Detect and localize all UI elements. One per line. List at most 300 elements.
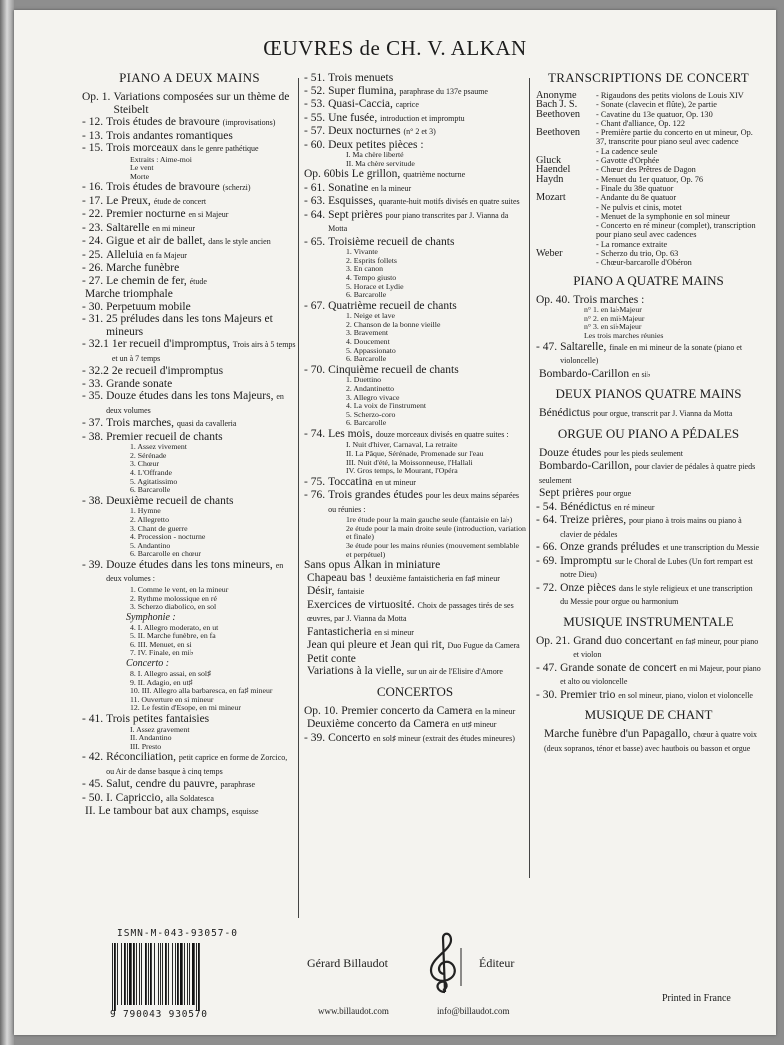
barcode-bar	[141, 943, 142, 1005]
opus-number: - 15.	[82, 142, 104, 154]
opus-number: - 57.	[304, 125, 326, 137]
barcode-bar	[150, 943, 152, 1005]
composer-name: Beethoven	[536, 108, 581, 120]
transcription-row	[536, 249, 761, 268]
work-title: Trois morceaux	[106, 142, 179, 154]
work-item	[304, 139, 526, 152]
work-subtitle: pour les deux mains séparées ou réunies :	[328, 491, 520, 514]
work-item	[304, 572, 526, 586]
work-subtitle: et une transcription du Messie	[662, 543, 760, 553]
opus-number: - 27.	[82, 274, 104, 287]
work-title: Le Preux,	[106, 194, 151, 207]
transcription-work: - Chant d'alliance, Op. 122	[596, 118, 686, 128]
work-item	[82, 559, 297, 586]
work-text	[560, 501, 761, 515]
work-item	[304, 125, 526, 139]
work-text	[113, 91, 297, 116]
work-subtitle: en ut♯ mineur	[451, 720, 497, 730]
work-subtitle: Trois airs à 5 temps et un à 7 temps	[111, 340, 296, 363]
section-header: DEUX PIANOS QUATRE MAINS	[555, 386, 742, 402]
barcode	[110, 943, 234, 1011]
work-item	[82, 249, 297, 263]
opus-number: - 37.	[82, 417, 104, 430]
sub-item: 7. IV. Finale, en mi♭	[130, 648, 194, 658]
work-item	[536, 341, 761, 368]
opus-number: - 45.	[82, 778, 104, 791]
work-subtitle: en sol♯ mineur (extrait des études mineures)	[373, 733, 515, 743]
work-text	[328, 489, 526, 516]
sub-item: 4. Procession - nocturne	[130, 532, 206, 542]
work-subtitle: paraphrase	[220, 780, 256, 790]
work-title: Marche funèbre d'un Papagallo,	[544, 728, 691, 741]
sub-item: Extraits : Aime-moi	[130, 154, 192, 164]
section-header: MUSIQUE INSTRUMENTALE	[563, 613, 734, 629]
work-subtitle: en ut mineur	[375, 477, 416, 487]
transcription-work: - Concerto en ré mineur (complet), transcription pour piano seul avec cadences	[596, 221, 756, 240]
sub-item: 3. Chant de guerre	[130, 523, 188, 533]
opus-number: - 76.	[304, 489, 326, 502]
work-subtitle: petit caprice en forme de Zorcico, ou Air de danse basque à cinq temps	[106, 753, 288, 776]
work-item	[82, 313, 297, 338]
work-subtitle: en ré mineur	[614, 502, 655, 512]
work-title: Troisième recueil de chants	[328, 235, 455, 248]
work-item	[304, 489, 526, 516]
work-title: Deuxième recueil de chants	[106, 494, 234, 507]
barcode-bar	[139, 943, 140, 1005]
work-subtitle: fantaisie	[337, 587, 365, 597]
work-text	[328, 428, 526, 442]
work-item	[304, 182, 526, 196]
book-spine	[0, 0, 14, 1045]
opus-number: - 52.	[304, 84, 326, 97]
work-item	[304, 428, 526, 442]
barcode-bar	[129, 943, 132, 1005]
work-text	[328, 182, 526, 196]
work-text	[328, 72, 526, 85]
work-subtitle: dans le style ancien	[208, 237, 271, 247]
work-text	[106, 713, 297, 726]
work-item	[536, 501, 761, 515]
work-text	[560, 689, 761, 703]
barcode-bar	[133, 943, 135, 1005]
work-text	[106, 390, 297, 417]
work-title: Trois études de bravoure	[106, 181, 220, 194]
work-title: Jean qui pleure et Jean qui rit,	[307, 639, 445, 652]
work-title: Variations composées sur un thème de Steibelt	[113, 91, 290, 116]
work-title: Onze pièces	[560, 581, 616, 594]
work-title: Sonatine	[328, 181, 369, 194]
transcription-works	[596, 91, 761, 100]
sub-item: 2. Andantinetto	[346, 383, 395, 393]
composer-name: Haydn	[536, 173, 564, 185]
work-subtitle: étude de concert	[153, 196, 207, 206]
barcode-bar	[160, 943, 161, 1005]
opus-number: - 64.	[304, 208, 326, 221]
opus-number: - 63.	[304, 195, 326, 208]
work-subtitle: en deux volumes :	[106, 560, 284, 584]
sub-item: II. Ma chère servitude	[346, 158, 415, 168]
work-text	[328, 125, 526, 139]
work-title: Perpetuum mobile	[106, 300, 191, 313]
transcription-work: - Rigaudons des petits violons de Louis XIV	[596, 91, 744, 100]
sub-item: 3. En canon	[346, 264, 384, 274]
opus-number: - 47.	[536, 340, 558, 353]
sub-item: Le vent	[130, 163, 154, 173]
opus-number: - 17.	[82, 194, 104, 207]
sub-item: 2. Allegretto	[130, 514, 169, 524]
barcode-bar	[154, 943, 155, 1005]
barcode-bar	[127, 943, 128, 1005]
work-subtitle: Choix de passages tirés de ses œuvres, par J. Vianna da Motta	[307, 600, 514, 624]
transcription-row	[536, 175, 761, 194]
work-title: Alkan in miniature	[353, 559, 441, 572]
work-subtitle: caprice	[395, 100, 419, 109]
work-title: Bénédictus	[560, 500, 612, 513]
composer-name: Bach J. S.	[536, 99, 578, 111]
opus-number: Op. 21.	[536, 634, 571, 647]
sub-item: 3. Scherzo diabolico, en sol	[130, 602, 217, 612]
sub-item: 2. Rythme molossique en ré	[130, 593, 217, 603]
work-subtitle: pour orgue, transcrit par J. Vianna da Motta	[592, 409, 733, 419]
work-title: Sept prières	[328, 208, 383, 221]
work-item	[82, 288, 297, 301]
work-title: Petit conte	[307, 652, 356, 665]
barcode-bar	[168, 943, 169, 1005]
work-text	[560, 662, 761, 689]
transcription-work: - Gavotte d'Orphée	[596, 156, 660, 166]
work-title: Marche triomphale	[85, 288, 173, 301]
column-transcriptions	[536, 70, 761, 755]
work-item	[82, 805, 297, 819]
work-text	[328, 85, 526, 99]
work-subtitle: sur un air de l'Elisire d'Amore	[406, 667, 503, 677]
opus-number: - 30.	[82, 300, 104, 313]
work-item	[304, 364, 526, 377]
transcription-works	[596, 193, 761, 249]
work-text	[106, 142, 297, 156]
work-item	[536, 447, 761, 461]
transcription-works	[596, 110, 761, 129]
sub-item: 6. III. Menuet, en si	[130, 639, 192, 649]
sub-item: 3. Bravement	[346, 328, 389, 338]
work-subtitle: (improvisations)	[222, 118, 276, 127]
work-item	[304, 705, 526, 719]
work-title: Onze grands préludes	[560, 541, 660, 554]
composer-name: Mozart	[536, 192, 566, 204]
sub-item: n° 3. en si♭Majeur	[584, 322, 642, 332]
opus-number: Op. 40.	[536, 293, 571, 306]
opus-number: - 55.	[304, 111, 326, 124]
sub-item: 3. Allegro vivace	[346, 392, 400, 402]
sub-item: I. Assez gravement	[130, 724, 190, 734]
work-title: Impromptu	[560, 554, 612, 567]
work-title: Trois études de bravoure	[106, 116, 220, 128]
work-text	[307, 665, 526, 679]
transcription-works	[596, 175, 761, 194]
work-item	[536, 514, 761, 541]
work-item	[304, 476, 526, 490]
barcode-bar	[112, 943, 113, 1011]
work-item	[536, 662, 761, 689]
opus-number: - 30.	[536, 688, 558, 701]
work-text	[307, 653, 526, 666]
work-subtitle: pour piano transcrites par J. Vianna da Motta	[328, 210, 509, 234]
work-text	[560, 514, 761, 541]
sub-item: n° 2. en mi♭Majeur	[584, 313, 645, 323]
transcription-work: - Chœur des Prêtres de Dagon	[596, 165, 696, 175]
opus-number: - 32.2	[82, 365, 109, 378]
work-title: Trois petites fantaisies	[106, 713, 210, 726]
work-title: 2e recueil d'impromptus	[111, 365, 224, 378]
work-title: Exercices de virtuosité.	[307, 598, 415, 611]
work-title: Trois marches :	[573, 293, 645, 306]
work-subtitle: étude	[189, 276, 207, 286]
composer-name: Weber	[536, 248, 563, 260]
opus-number: Op. 10.	[304, 704, 339, 717]
section-header: MUSIQUE DE CHANT	[584, 707, 713, 723]
work-subtitle: introduction et impromptu	[380, 113, 465, 123]
work-item	[82, 181, 297, 195]
sub-item: 11. Ouverture en si mineur	[130, 694, 214, 704]
opus-number: - 72.	[536, 581, 558, 594]
work-title: Les mois,	[328, 427, 373, 440]
work-title: Esquisses,	[328, 195, 376, 208]
transcription-works	[596, 100, 761, 109]
work-text	[106, 792, 297, 806]
work-item	[304, 559, 526, 572]
work-title: Toccatina	[328, 475, 373, 488]
section-header: PIANO A DEUX MAINS	[119, 70, 260, 85]
work-title: Premier recueil de chants	[106, 430, 223, 443]
work-title: Le chemin de fer,	[106, 274, 187, 287]
work-item	[536, 294, 761, 307]
work-title: I. Capriccio,	[106, 791, 164, 804]
transcription-works	[596, 156, 761, 165]
sub-item: 4. Doucement	[346, 337, 390, 347]
opus-number: Op. 60bis	[304, 168, 349, 181]
work-item	[536, 555, 761, 582]
sub-item: 3. Chœur	[130, 459, 160, 469]
barcode-bar	[136, 943, 137, 1005]
work-item	[82, 417, 297, 431]
sub-item: 6. Barcarolle	[130, 485, 171, 495]
work-item	[536, 689, 761, 703]
work-item	[536, 487, 761, 501]
work-text	[539, 460, 761, 487]
sub-item: 5. Scherzo-coro	[346, 409, 396, 419]
sub-item: 5. Horace et Lydie	[346, 281, 404, 291]
transcription-row	[536, 128, 761, 156]
work-item	[82, 222, 297, 236]
work-title: Douze études dans les tons Majeurs,	[106, 390, 274, 403]
work-text	[85, 288, 297, 301]
opus-number: - 39.	[82, 558, 104, 571]
work-title: Treize prières,	[560, 514, 627, 527]
work-subtitle: en sol mineur, piano, violon et violoncelle	[618, 690, 753, 700]
section-header: CONCERTOS	[376, 683, 454, 699]
opus-number: - 64.	[536, 514, 558, 527]
work-title: Fantasticheria	[307, 625, 372, 638]
work-text	[307, 599, 526, 626]
symphonie-label: Symphonie :	[126, 611, 176, 623]
work-item	[82, 116, 297, 130]
opus-number: - 13.	[82, 129, 104, 142]
transcription-work: - Ne pulvis et cinis, motet	[596, 202, 682, 212]
work-title: Chapeau bas !	[307, 571, 373, 584]
work-subtitle: en la mineur	[475, 706, 516, 716]
opus-number: - 41.	[82, 713, 104, 726]
section-header: ORGUE OU PIANO A PÉDALES	[557, 425, 740, 441]
sub-item: 12. Le festin d'Esope, en mi mineur	[130, 703, 241, 713]
sub-item: 1. Vivante	[346, 247, 378, 257]
work-text	[106, 130, 297, 143]
work-subtitle: en mi mineur	[152, 223, 196, 233]
barcode-bar	[184, 943, 185, 1005]
work-subtitle: en mi Majeur, pour piano et alto ou violoncelle	[560, 663, 761, 687]
work-text	[106, 301, 297, 314]
work-subtitle: Duo Fugue da Camera	[447, 641, 520, 651]
work-text	[112, 365, 297, 378]
barcode-bar	[124, 943, 126, 1005]
opus-number: - 38.	[82, 494, 104, 507]
sub-item: 8. I. Allegro assai, en sol♯	[130, 669, 211, 679]
opus-number: - 26.	[82, 262, 104, 275]
work-title: Réconciliation,	[106, 751, 177, 764]
work-text	[560, 341, 761, 368]
work-item	[82, 91, 297, 116]
work-item	[82, 751, 297, 778]
work-subtitle: douze morceaux divisés en quatre suites :	[375, 429, 509, 439]
work-text	[307, 639, 526, 653]
composer-name: Haendel	[536, 164, 571, 176]
work-item	[304, 168, 526, 182]
work-title: 1er recueil d'impromptus,	[111, 338, 230, 351]
work-text	[328, 112, 526, 126]
barcode-bar	[145, 943, 147, 1005]
work-title: Gigue et air de ballet,	[106, 235, 206, 248]
transcription-work: - Finale du 38e quatuor	[596, 183, 674, 193]
work-text	[307, 718, 526, 732]
work-text	[573, 635, 761, 662]
work-title: Cinquième recueil de chants	[328, 363, 459, 376]
sub-item: 1. Assez vivement	[130, 442, 187, 452]
sub-item: Morte	[130, 171, 150, 181]
work-text	[328, 209, 526, 236]
opus-number: - 35.	[82, 390, 104, 403]
work-subtitle: en la mineur	[371, 183, 412, 193]
work-item	[304, 300, 526, 313]
barcode-bar	[117, 943, 118, 1005]
work-item	[82, 208, 297, 222]
work-title: Trois grandes études	[328, 489, 423, 502]
work-title: Deuxième concerto da Camera	[307, 718, 450, 731]
composer-name: Beethoven	[536, 127, 581, 139]
work-title: Marche funèbre	[106, 262, 180, 275]
work-text	[106, 778, 297, 792]
barcode-bar	[180, 943, 183, 1005]
work-item	[82, 390, 297, 417]
opus-number: - 31.	[82, 313, 104, 326]
work-item	[304, 665, 526, 679]
sub-item: 2. Sérénade	[130, 450, 167, 460]
work-item	[304, 639, 526, 653]
work-item	[82, 792, 297, 806]
email-link[interactable]: info@billaudot.com	[437, 1006, 510, 1016]
work-text	[106, 262, 297, 275]
transcription-work: - La romance extraite	[596, 239, 668, 249]
work-subtitle: dans le genre pathétique	[181, 144, 259, 153]
printed-in-label: Printed in France	[662, 993, 731, 1004]
barcode-bar	[196, 943, 197, 1011]
work-item	[304, 85, 526, 99]
work-subtitle: en fa♯ mineur, pour piano et violon	[573, 636, 759, 660]
work-title: Le grillon,	[351, 168, 401, 181]
work-item	[82, 378, 297, 391]
transcription-work: - Cavatine du 13e quatuor, Op. 130	[596, 109, 713, 119]
sub-item: Les trois marches réunies	[584, 330, 664, 340]
page-title: ŒUVRES de CH. V. ALKAN	[263, 36, 527, 60]
transcription-work: - Scherzo du trio, Op. 63	[596, 249, 679, 259]
work-text	[352, 168, 526, 182]
work-title: Une fusée,	[328, 111, 378, 124]
work-item	[304, 599, 526, 626]
work-title: II. Le tambour bat aux champs,	[85, 805, 230, 818]
sub-item: 6. Barcarolle	[346, 418, 387, 428]
transcription-work: - Sonate (clavecin et flûte), 2e partie	[596, 100, 717, 110]
work-item	[304, 626, 526, 640]
barcode-bar	[162, 943, 163, 1005]
work-subtitle: en fa Majeur	[146, 250, 187, 260]
work-text	[539, 368, 761, 382]
opus-number: - 61.	[304, 181, 326, 194]
work-title: Variations à la vielle,	[307, 665, 405, 678]
website-link[interactable]: www.billaudot.com	[318, 1006, 389, 1016]
opus-number: - 50.	[82, 791, 104, 804]
work-item	[82, 301, 297, 314]
work-item	[82, 195, 297, 209]
transcription-work: - Chœur-barcarolle d'Obéron	[596, 258, 692, 268]
work-subtitle: esquisse	[231, 807, 259, 817]
treble-clef-logo-icon	[419, 930, 469, 996]
opus-number: - 33.	[82, 377, 104, 390]
sub-item: 6. Barcarolle en chœur	[130, 549, 202, 559]
work-item	[82, 130, 297, 143]
work-subtitle: pour les pieds seulement	[604, 448, 684, 458]
sub-item: 4. La voix de l'instrument	[346, 401, 427, 411]
sub-item: 5. II. Marche funèbre, en fa	[130, 631, 216, 641]
work-subtitle: pour piano à trois mains ou piano à clavier de pédales	[560, 516, 742, 539]
work-item	[536, 368, 761, 382]
sub-item: 2. Esprits follets	[346, 255, 397, 265]
opus-number: - 32.1	[82, 338, 109, 351]
composer-name: Anonyme	[536, 90, 577, 101]
work-title: Grand duo concertant	[573, 634, 673, 647]
opus-number: - 39.	[304, 731, 326, 744]
opus-number: - 67.	[304, 299, 326, 312]
work-text	[328, 195, 526, 209]
work-item	[82, 338, 297, 365]
work-subtitle: en si Majeur	[188, 210, 229, 220]
work-title: Saltarelle,	[560, 340, 607, 353]
work-text	[106, 249, 297, 263]
barcode-bar	[198, 943, 200, 1011]
opus-number: - 54.	[536, 500, 558, 513]
sub-item: 5. Appassionato	[346, 345, 396, 355]
sub-item: 5. Andantino	[130, 540, 171, 550]
chant-item	[536, 728, 761, 755]
opus-number: - 12.	[82, 116, 104, 128]
work-title: Grande sonate	[106, 377, 173, 390]
